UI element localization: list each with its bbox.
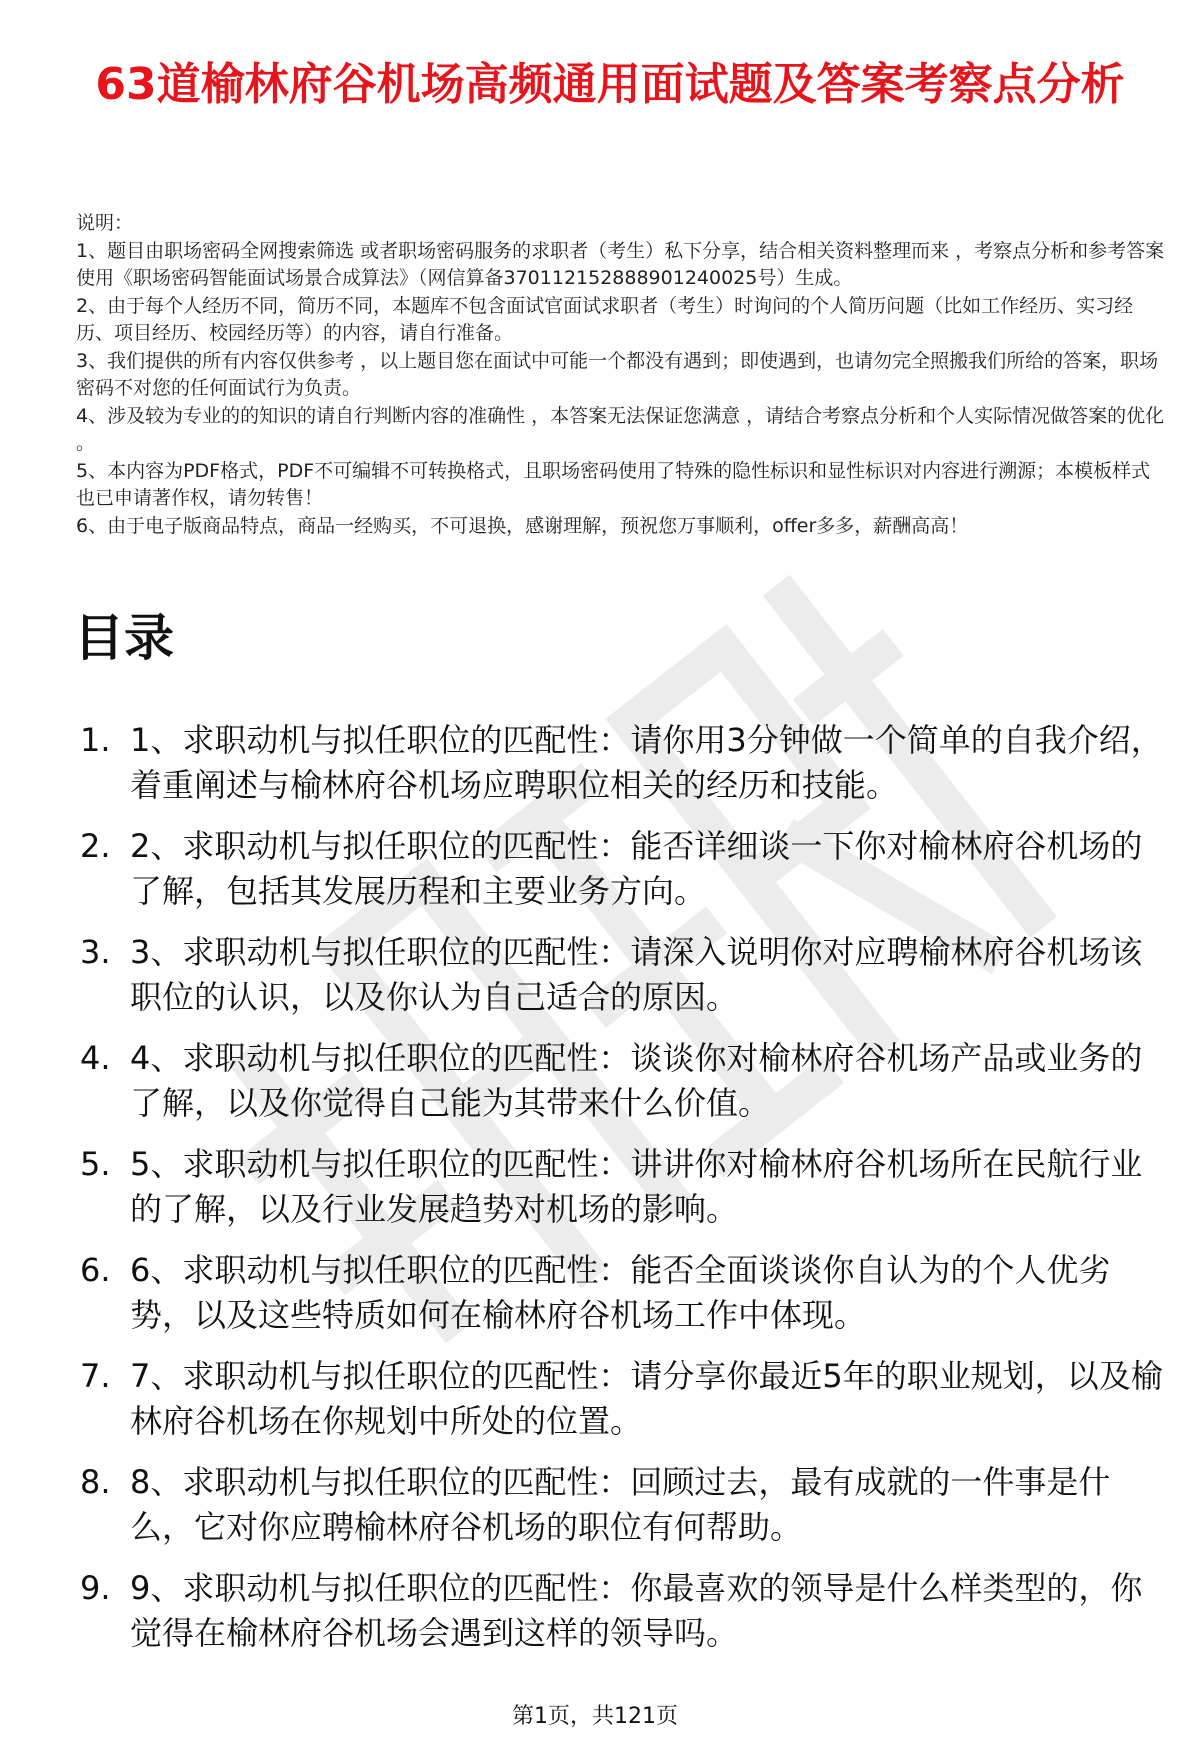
toc-item-number: 7. [80, 1357, 111, 1395]
toc-item-text: 4、求职动机与拟任职位的匹配性：谈谈你对榆林府谷机场产品或业务的了解，以及你觉得自己能为其带来什么价值。 [130, 1039, 1143, 1122]
toc-item-text: 1、求职动机与拟任职位的匹配性：请你用3分钟做一个简单的自我介绍，着重阐述与榆林府谷机场应聘职位相关的经历和技能。 [130, 721, 1163, 804]
toc-item-text: 9、求职动机与拟任职位的匹配性：你最喜欢的领导是什么样类型的，你觉得在榆林府谷机场会遇到这样的领导吗。 [130, 1569, 1143, 1652]
toc-item-number: 6. [80, 1251, 111, 1289]
toc-item-text: 2、求职动机与拟任职位的匹配性：能否详细谈一下你对榆林府谷机场的了解，包括其发展历程和主要业务方向。 [130, 827, 1143, 910]
note-item: 3、我们提供的所有内容仅供参考 ，以上题目您在面试中可能一个都没有遇到；即使遇到，也请勿完全照搬我们所给的答案，职场密码不对您的任何面试行为负责。 [76, 349, 1159, 399]
toc-item[interactable] [74, 1248, 1170, 1338]
note-item: 5、本内容为PDF格式，PDF不可编辑不可转换格式，且职场密码使用了特殊的隐性标识和显性标识对内容进行溯源；本模板样式也已申请著作权，请勿转售！ [76, 459, 1151, 509]
toc-item[interactable] [74, 1460, 1170, 1550]
toc-item-number: 4. [80, 1039, 111, 1077]
notes-heading: 说明： [76, 212, 134, 234]
document-title: 63道榆林府谷机场高频通用面试题及答案考察点分析 [95, 59, 1125, 110]
toc-item-text: 6、求职动机与拟任职位的匹配性：能否全面谈谈你自认为的个人优劣势，以及这些特质如何在榆林府谷机场工作中体现。 [130, 1251, 1111, 1334]
toc-item-text: 7、求职动机与拟任职位的匹配性：请分享你最近5年的职业规划，以及榆林府谷机场在你规划中所处的位置。 [130, 1357, 1163, 1440]
note-item: 6、由于电子版商品特点，商品一经购买，不可退换，感谢理解，预祝您万事顺利，offer多多，薪酬高高！ [76, 514, 969, 537]
toc-item-number: 9. [80, 1569, 111, 1607]
toc-heading: 目录 [74, 609, 174, 667]
toc-item[interactable] [74, 1566, 1170, 1656]
toc-item-number: 1. [80, 721, 111, 759]
toc-item-text: 5、求职动机与拟任职位的匹配性：讲讲你对榆林府谷机场所在民航行业的了解，以及行业发展趋势对机场的影响。 [130, 1145, 1143, 1228]
toc-item-number: 8. [80, 1463, 111, 1501]
note-item: 1、题目由职场密码全网搜索筛选 或者职场密码服务的求职者（考生）私下分享，结合相关资料整理而来 ，考察点分析和参考答案使用《职场密码智能面试场景合成算法》（网信算备370112152888901240025号）生成。 [76, 239, 1165, 289]
toc-item-text: 3、求职动机与拟任职位的匹配性：请深入说明你对应聘榆林府谷机场该职位的认识，以及你认为自己适合的原因。 [130, 933, 1143, 1016]
table-of-contents [74, 718, 1170, 1672]
toc-item-text: 8、求职动机与拟任职位的匹配性：回顾过去，最有成就的一件事是什么，它对你应聘榆林府谷机场的职位有何帮助。 [130, 1463, 1111, 1546]
toc-item[interactable] [74, 930, 1170, 1020]
page-footer: 第1页，共121页 [512, 1704, 678, 1729]
toc-item-number: 3. [80, 933, 111, 971]
toc-item[interactable] [74, 718, 1170, 808]
toc-item[interactable] [74, 1354, 1170, 1444]
toc-item[interactable] [74, 1036, 1170, 1126]
toc-item-number: 5. [80, 1145, 111, 1183]
toc-item-number: 2. [80, 827, 111, 865]
toc-item[interactable] [74, 1142, 1170, 1232]
notes-section [76, 210, 1166, 540]
note-item: 4、涉及较为专业的的知识的请自行判断内容的准确性 ，本答案无法保证您满意 ，请结合考察点分析和个人实际情况做答案的优化 。 [76, 404, 1165, 454]
toc-item[interactable] [74, 824, 1170, 914]
note-item: 2、由于每个人经历不同，简历不同，本题库不包含面试官面试求职者（考生）时询问的个人简历问题（比如工作经历、实习经历、项目经历、校园经历等）的内容，请自行准备。 [76, 294, 1134, 344]
